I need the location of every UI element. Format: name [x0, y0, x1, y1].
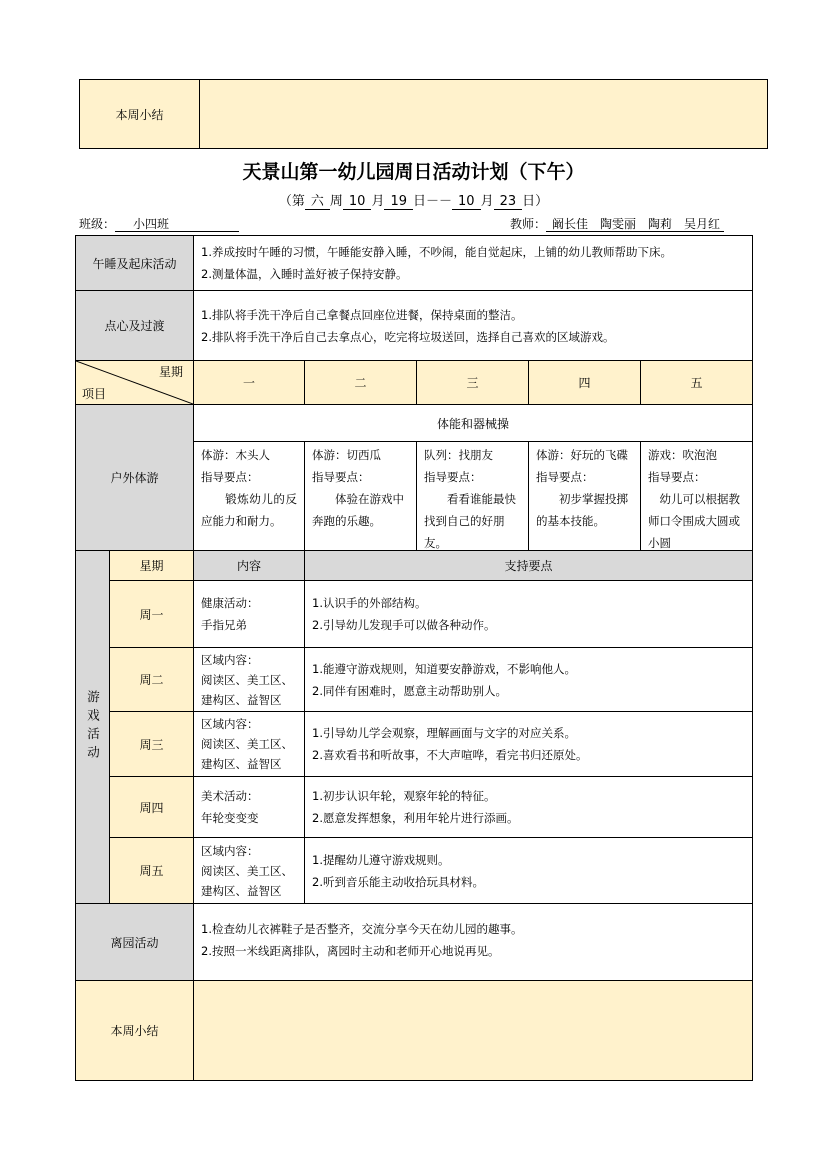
- outdoor-label: 户外体游: [110, 471, 159, 485]
- corner-item-label: 项目: [82, 387, 107, 401]
- support-line: 1.初步认识年轮，观察年轮的特征。: [312, 789, 496, 803]
- support-line: 1.引导幼儿学会观察，理解画面与文字的对应关系。: [312, 726, 576, 740]
- games-row-day: [109, 837, 194, 904]
- page-title: 天景山第一幼儿园周日活动计划（下午）: [242, 161, 585, 183]
- nap-label-cell: [75, 235, 194, 291]
- content-line: 建构区、益智区: [201, 757, 282, 771]
- start-month: 10: [343, 194, 372, 210]
- content-line: 手指兄弟: [201, 618, 247, 632]
- class-label: 班级：: [79, 217, 116, 231]
- class-info: [79, 215, 239, 232]
- weekday-label: 三: [466, 376, 479, 390]
- week-number: 六: [305, 194, 330, 210]
- header-label: 星期: [139, 559, 164, 573]
- teacher-value: 阚长佳 陶雯丽 陶莉 吴月红: [546, 217, 724, 232]
- day-label: 周一: [139, 607, 164, 622]
- leaving-item: 1.检查幼儿衣裤鞋子是否整齐，交流分享今天在幼儿园的趣事。: [201, 922, 523, 936]
- weekday-header-1: [193, 360, 305, 405]
- guide-text: 看看谁能最快找到自己的好朋友。: [424, 492, 516, 550]
- top-summary-label: 本周小结: [115, 107, 164, 122]
- guide-text: 体验在游戏中奔跑的乐趣。: [312, 492, 404, 528]
- top-summary-content-cell[interactable]: [199, 79, 768, 149]
- support-line: 2.喜欢看书和听故事，不大声喧哗，看完书归还原处。: [312, 748, 588, 762]
- support-line: 2.同伴有困难时，愿意主动帮助别人。: [312, 683, 507, 698]
- guide-text: 幼儿可以根据教师口令围成大圆或小圆: [648, 492, 740, 550]
- start-day: 19: [384, 194, 413, 210]
- nap-content-cell: [193, 235, 753, 291]
- games-row-support: [304, 711, 753, 777]
- outdoor-day-3: [416, 441, 529, 551]
- header-label: 支持要点: [504, 559, 553, 573]
- support-line: 1.提醒幼儿遵守游戏规则。: [312, 852, 450, 867]
- games-row-support: [304, 647, 753, 712]
- games-row-content: [193, 837, 305, 904]
- guide-label: 指导要点：: [648, 470, 706, 484]
- outdoor-activity: 队列：找朋友: [424, 448, 493, 462]
- outdoor-activity: 体游：木头人: [201, 448, 270, 462]
- guide-label: 指导要点：: [424, 470, 482, 484]
- games-label: 游戏活动: [85, 690, 101, 764]
- day-label: 周二: [139, 673, 164, 687]
- content-line: 美术活动：: [201, 789, 259, 803]
- guide-text: 初步掌握投掷的基本技能。: [536, 492, 628, 528]
- bottom-summary-label-cell: [75, 980, 194, 1081]
- games-row-day: [109, 647, 194, 712]
- games-header-content: [193, 550, 305, 581]
- content-line: 阅读区、美工区、: [201, 737, 293, 751]
- weekday-header-4: [528, 360, 641, 405]
- games-row-day: [109, 776, 194, 838]
- teacher-info: [510, 215, 724, 232]
- snack-label: 点心及过渡: [104, 319, 165, 333]
- support-line: 2.愿意发挥想象，利用年轮片进行添画。: [312, 811, 519, 825]
- snack-label-cell: [75, 290, 194, 361]
- top-summary-label-cell: [79, 79, 200, 149]
- month-label: 月: [480, 194, 494, 209]
- guide-label: 指导要点：: [536, 470, 594, 484]
- content-line: 区域内容：: [201, 652, 259, 667]
- day-label: 日－－: [413, 194, 453, 209]
- support-line: 1.能遵守游戏规则，知道要安静游戏，不影响他人。: [312, 661, 576, 676]
- nap-item: 1.养成按时午睡的习惯，午睡能安静入睡，不吵闹，能自觉起床，上铺的幼儿教师帮助下床。: [201, 245, 672, 259]
- outdoor-day-1: [193, 441, 305, 551]
- outdoor-day-5: [640, 441, 753, 551]
- outdoor-activity: 体游：好玩的飞碟: [536, 448, 628, 462]
- date-line: [0, 190, 827, 210]
- content-line: 建构区、益智区: [201, 883, 282, 898]
- games-row-day: [109, 711, 194, 777]
- bottom-summary-content-cell[interactable]: [193, 980, 753, 1081]
- content-line: 阅读区、美工区、: [201, 672, 293, 687]
- week-suffix: 周: [329, 194, 343, 209]
- month-label: 月: [371, 194, 385, 209]
- guide-label: 指导要点：: [312, 470, 370, 484]
- outdoor-day-2: [304, 441, 417, 551]
- outdoor-common: 体能和器械操: [436, 416, 509, 431]
- games-label-cell: [75, 550, 110, 904]
- games-row-content: [193, 580, 305, 648]
- weekday-label: 五: [690, 376, 703, 390]
- games-header-day: [109, 550, 194, 581]
- content-line: 年轮变变变: [201, 811, 259, 825]
- games-row-support: [304, 776, 753, 838]
- weekday-header-3: [416, 360, 529, 405]
- day-label: 日）: [522, 194, 549, 209]
- support-line: 2.引导幼儿发现手可以做各种动作。: [312, 618, 496, 632]
- leaving-content-cell: [193, 903, 753, 981]
- day-label: 周三: [139, 737, 164, 752]
- day-label: 周五: [139, 864, 164, 878]
- guide-text: 锻炼幼儿的反应能力和耐力。: [201, 492, 297, 528]
- games-row-content: [193, 647, 305, 712]
- date-prefix: （第: [278, 194, 305, 209]
- weekday-label: 一: [242, 376, 255, 390]
- outdoor-common-cell: [193, 404, 753, 442]
- leaving-item: 2.按照一米线距离排队，离园时主动和老师开心地说再见。: [201, 944, 500, 958]
- nap-label: 午睡及起床活动: [92, 256, 177, 271]
- games-row-support: [304, 837, 753, 904]
- support-line: 2.听到音乐能主动收拾玩具材料。: [312, 874, 484, 889]
- outdoor-activity: 游戏：吹泡泡: [648, 448, 717, 462]
- games-header-support: [304, 550, 753, 581]
- content-line: 阅读区、美工区、: [201, 863, 293, 878]
- games-row-content: [193, 776, 305, 838]
- content-line: 区域内容：: [201, 717, 259, 731]
- header-label: 内容: [236, 559, 261, 573]
- end-day: 23: [494, 194, 523, 210]
- end-month: 10: [452, 194, 481, 210]
- weekday-label: 四: [578, 376, 591, 390]
- weekday-header-2: [304, 360, 417, 405]
- leaving-label-cell: [75, 903, 194, 981]
- leaving-label: 离园活动: [110, 935, 159, 950]
- bottom-summary-label: 本周小结: [110, 1024, 159, 1038]
- support-line: 1.认识手的外部结构。: [312, 596, 427, 610]
- outdoor-day-4: [528, 441, 641, 551]
- weekday-header-5: [640, 360, 753, 405]
- nap-item: 2.测量体温，入睡时盖好被子保持安静。: [201, 267, 408, 281]
- corner-weekday-label: 星期: [158, 365, 183, 379]
- games-row-day: [109, 580, 194, 648]
- snack-content-cell: [193, 290, 753, 361]
- content-line: 健康活动：: [201, 596, 259, 610]
- corner-cell: [75, 360, 194, 405]
- weekday-label: 二: [354, 376, 367, 390]
- content-line: 区域内容：: [201, 843, 259, 858]
- teacher-label: 教师：: [510, 217, 547, 231]
- snack-item: 2.排队将手洗干净后自己去拿点心，吃完将垃圾送回，选择自己喜欢的区域游戏。: [201, 329, 615, 344]
- content-line: 建构区、益智区: [201, 692, 282, 707]
- day-label: 周四: [139, 800, 164, 815]
- games-row-support: [304, 580, 753, 648]
- class-value: 小四班: [115, 217, 239, 232]
- guide-label: 指导要点：: [201, 470, 259, 484]
- snack-item: 1.排队将手洗干净后自己拿餐点回座位进餐，保持桌面的整洁。: [201, 307, 523, 322]
- games-row-content: [193, 711, 305, 777]
- outdoor-label-cell: [75, 404, 194, 551]
- outdoor-activity: 体游：切西瓜: [312, 448, 381, 462]
